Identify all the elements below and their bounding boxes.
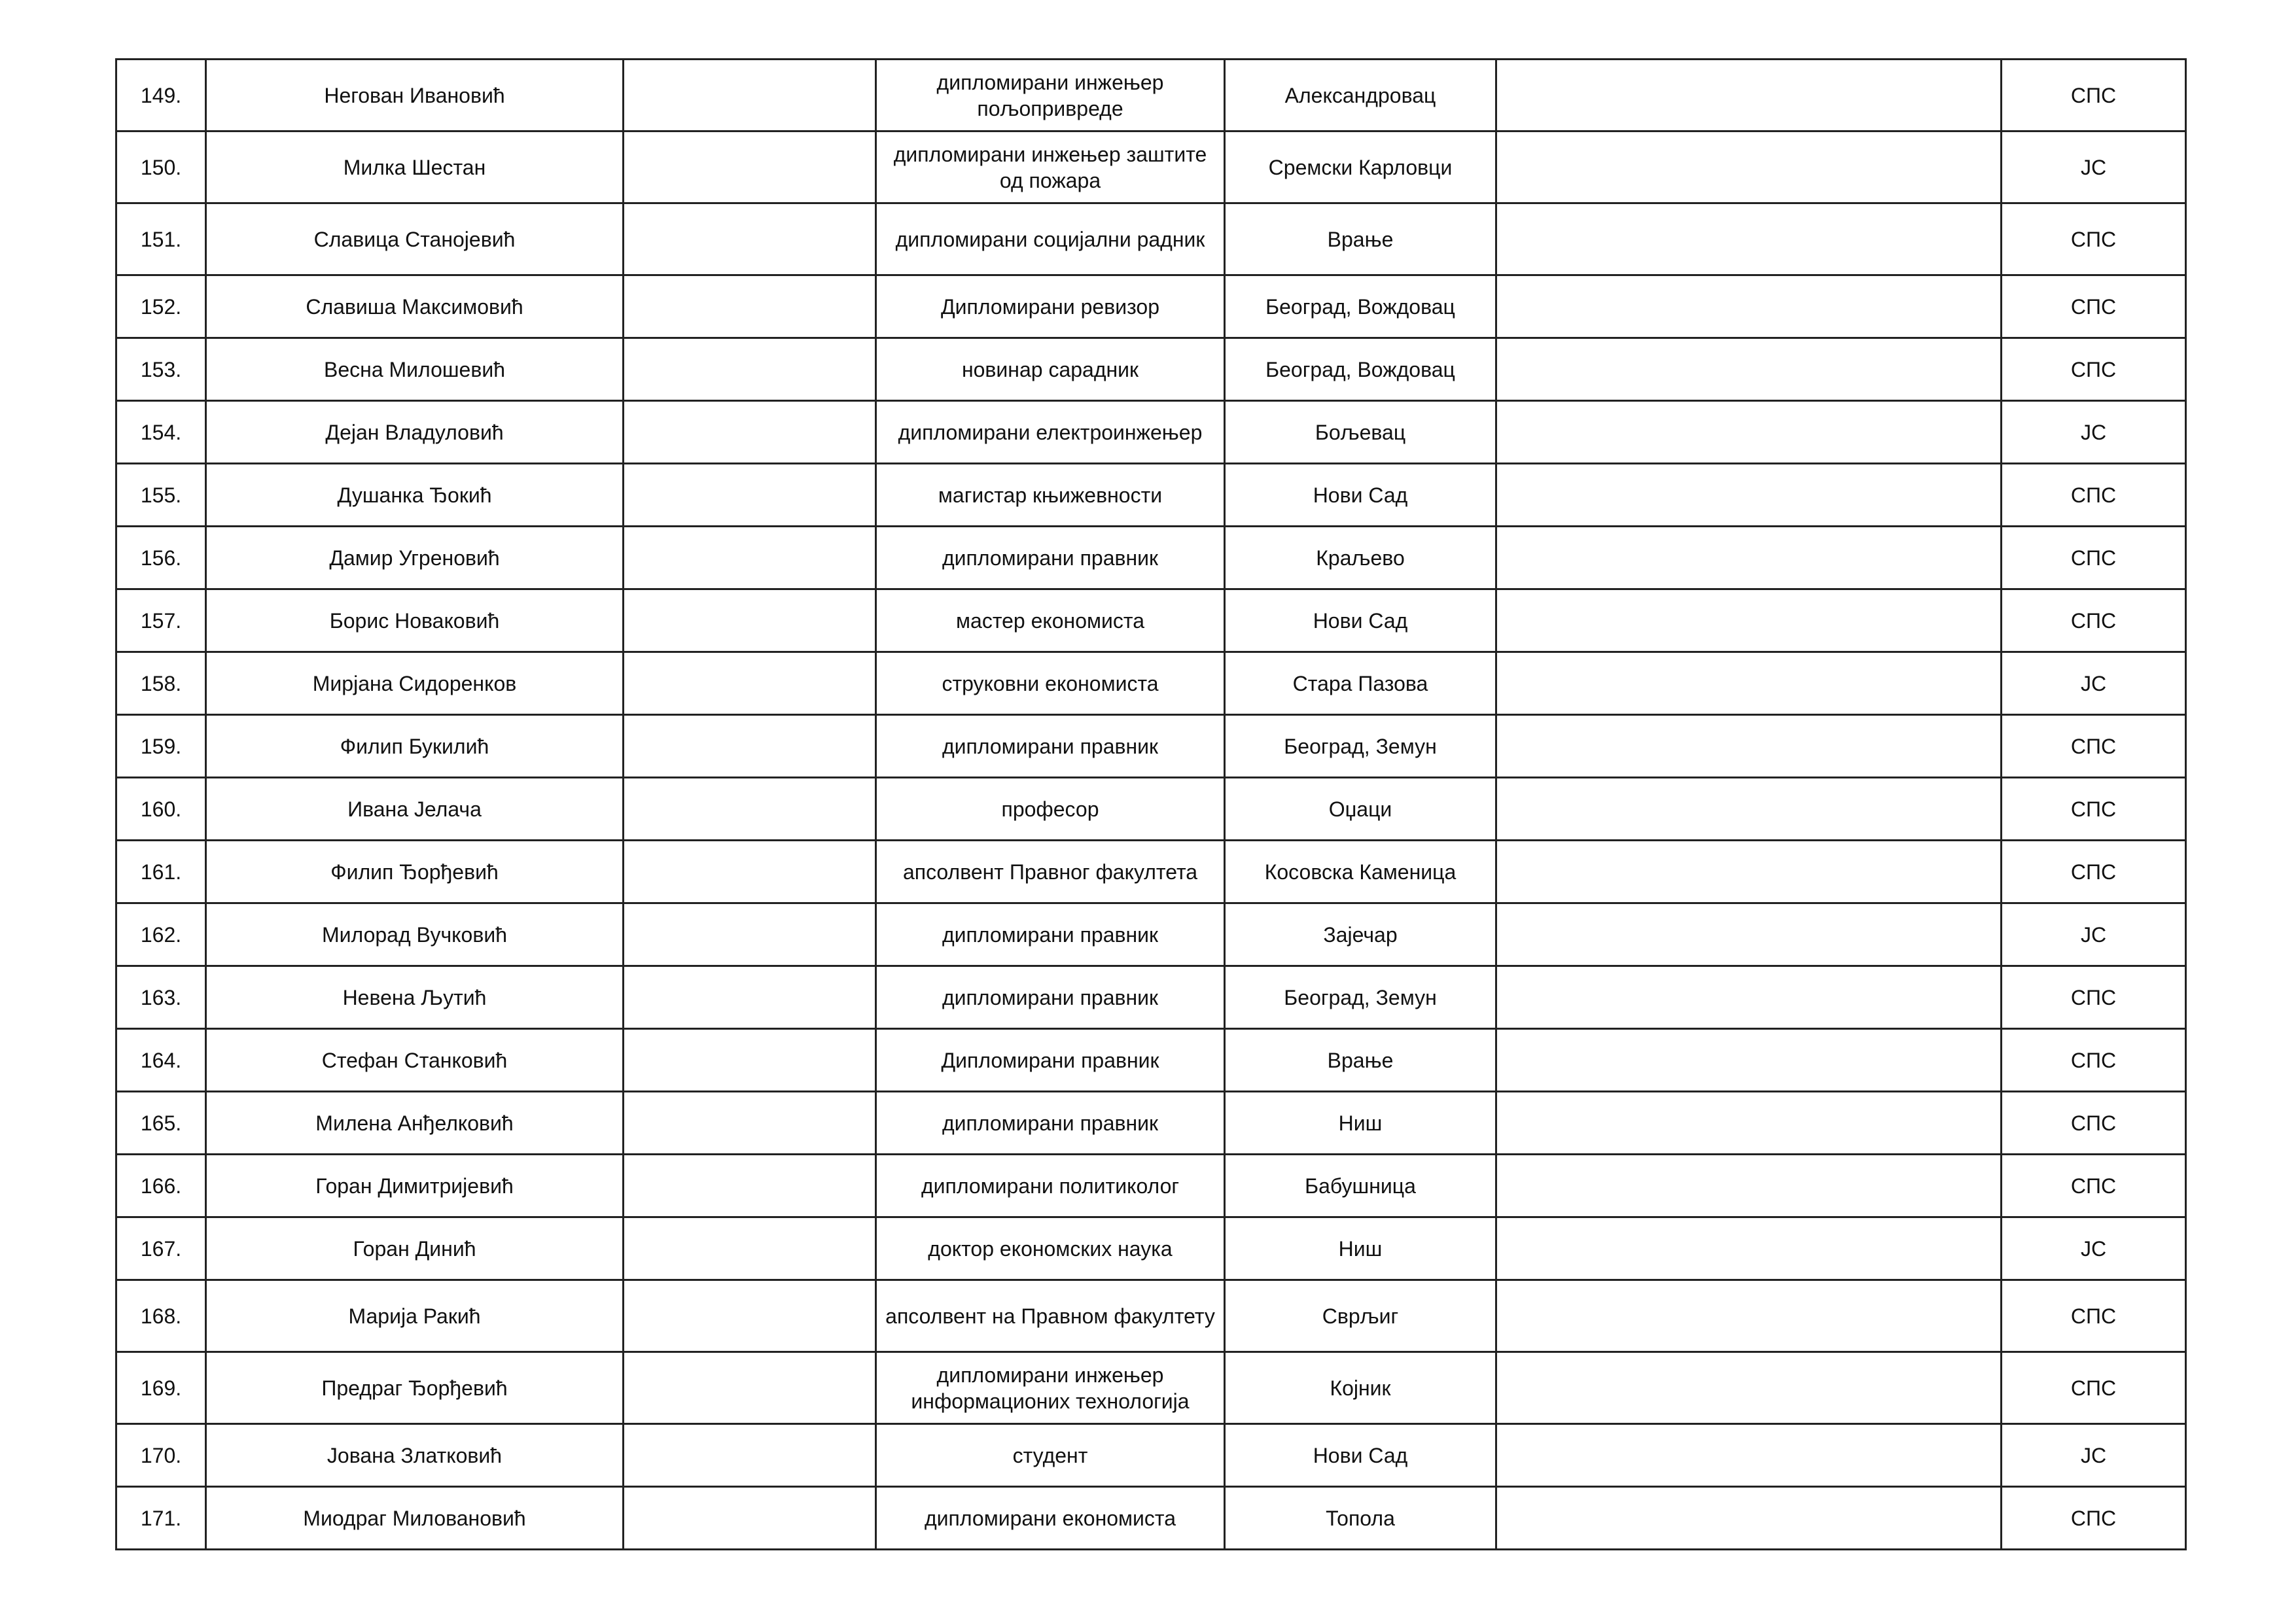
empty-cell	[1496, 203, 2002, 275]
empty-cell	[624, 1217, 876, 1280]
residence-place: Сремски Карловци	[1225, 131, 1496, 203]
table-row	[116, 1092, 2186, 1155]
residence-place: Београд, Вождовац	[1225, 275, 1496, 338]
empty-cell	[1496, 1155, 2002, 1217]
row-number: 156.	[116, 527, 206, 589]
empty-cell	[1496, 1487, 2002, 1550]
residence-place: Нови Сад	[1225, 1424, 1496, 1487]
empty-cell	[624, 1155, 876, 1217]
row-number: 157.	[116, 589, 206, 652]
empty-cell	[1496, 1217, 2002, 1280]
empty-cell	[624, 275, 876, 338]
occupation: дипломирани правник	[876, 966, 1225, 1029]
party-abbreviation: СПС	[2002, 715, 2186, 778]
party-abbreviation: ЈС	[2002, 131, 2186, 203]
residence-place: Краљево	[1225, 527, 1496, 589]
candidate-name: Горан Динић	[206, 1217, 624, 1280]
residence-place: Београд, Земун	[1225, 966, 1496, 1029]
table-row	[116, 652, 2186, 715]
table-row	[116, 903, 2186, 966]
empty-cell	[624, 903, 876, 966]
row-number: 160.	[116, 778, 206, 841]
candidate-name: Горан Димитријевић	[206, 1155, 624, 1217]
table-row	[116, 841, 2186, 903]
party-abbreviation: СПС	[2002, 589, 2186, 652]
candidate-name: Марија Ракић	[206, 1280, 624, 1352]
residence-place: Врање	[1225, 1029, 1496, 1092]
empty-cell	[624, 1280, 876, 1352]
table-row	[116, 464, 2186, 527]
table-row	[116, 203, 2186, 275]
empty-cell	[624, 652, 876, 715]
candidate-name: Славиша Максимовић	[206, 275, 624, 338]
residence-place: Нови Сад	[1225, 464, 1496, 527]
table-row	[116, 275, 2186, 338]
table-row	[116, 1029, 2186, 1092]
row-number: 163.	[116, 966, 206, 1029]
row-number: 166.	[116, 1155, 206, 1217]
row-number: 150.	[116, 131, 206, 203]
empty-cell	[1496, 401, 2002, 464]
row-number: 152.	[116, 275, 206, 338]
row-number: 171.	[116, 1487, 206, 1550]
table-row	[116, 1424, 2186, 1487]
party-abbreviation: СПС	[2002, 60, 2186, 131]
empty-cell	[1496, 1280, 2002, 1352]
residence-place: Топола	[1225, 1487, 1496, 1550]
occupation: магистар књижевности	[876, 464, 1225, 527]
occupation: професор	[876, 778, 1225, 841]
party-abbreviation: СПС	[2002, 275, 2186, 338]
party-abbreviation: СПС	[2002, 778, 2186, 841]
party-abbreviation: СПС	[2002, 464, 2186, 527]
empty-cell	[624, 778, 876, 841]
occupation: дипломирани правник	[876, 1092, 1225, 1155]
empty-cell	[624, 60, 876, 131]
empty-cell	[624, 338, 876, 401]
table-row	[116, 966, 2186, 1029]
empty-cell	[624, 966, 876, 1029]
party-abbreviation: СПС	[2002, 527, 2186, 589]
row-number: 164.	[116, 1029, 206, 1092]
occupation: дипломирани електроинжењер	[876, 401, 1225, 464]
table-row	[116, 1487, 2186, 1550]
candidate-name: Душанка Ђокић	[206, 464, 624, 527]
residence-place: Зајечар	[1225, 903, 1496, 966]
row-number: 154.	[116, 401, 206, 464]
table-row	[116, 527, 2186, 589]
row-number: 170.	[116, 1424, 206, 1487]
occupation: мастер економиста	[876, 589, 1225, 652]
candidate-list-table	[115, 58, 2187, 1550]
table-row	[116, 1217, 2186, 1280]
empty-cell	[624, 527, 876, 589]
candidate-name: Борис Новаковић	[206, 589, 624, 652]
party-abbreviation: СПС	[2002, 1092, 2186, 1155]
party-abbreviation: СПС	[2002, 1029, 2186, 1092]
empty-cell	[624, 464, 876, 527]
party-abbreviation: СПС	[2002, 966, 2186, 1029]
residence-place: Врање	[1225, 203, 1496, 275]
candidate-name: Мирјана Сидоренков	[206, 652, 624, 715]
empty-cell	[1496, 903, 2002, 966]
row-number: 159.	[116, 715, 206, 778]
residence-place: Ниш	[1225, 1217, 1496, 1280]
candidate-name: Јована Златковић	[206, 1424, 624, 1487]
candidate-name: Филип Букилић	[206, 715, 624, 778]
party-abbreviation: СПС	[2002, 1352, 2186, 1424]
empty-cell	[1496, 715, 2002, 778]
table-row	[116, 778, 2186, 841]
candidate-name: Весна Милошевић	[206, 338, 624, 401]
candidate-name: Милена Анђелковић	[206, 1092, 624, 1155]
occupation: дипломирани политиколог	[876, 1155, 1225, 1217]
table-body	[116, 60, 2186, 1550]
empty-cell	[1496, 1424, 2002, 1487]
occupation: струковни економиста	[876, 652, 1225, 715]
occupation: дипломирани социјални радник	[876, 203, 1225, 275]
empty-cell	[624, 1029, 876, 1092]
occupation: Дипломирани ревизор	[876, 275, 1225, 338]
residence-place: Београд, Вождовац	[1225, 338, 1496, 401]
occupation: апсолвент Правног факултета	[876, 841, 1225, 903]
candidate-name: Филип Ђорђевић	[206, 841, 624, 903]
empty-cell	[624, 1092, 876, 1155]
table-row	[116, 1352, 2186, 1424]
empty-cell	[624, 1487, 876, 1550]
table-row	[116, 338, 2186, 401]
row-number: 153.	[116, 338, 206, 401]
empty-cell	[1496, 1092, 2002, 1155]
party-abbreviation: ЈС	[2002, 903, 2186, 966]
occupation: дипломирани правник	[876, 903, 1225, 966]
party-abbreviation: СПС	[2002, 203, 2186, 275]
candidate-name: Невена Љутић	[206, 966, 624, 1029]
occupation: дипломирани правник	[876, 527, 1225, 589]
candidate-name: Милорад Вучковић	[206, 903, 624, 966]
empty-cell	[624, 1424, 876, 1487]
row-number: 161.	[116, 841, 206, 903]
candidate-name: Славица Станојевић	[206, 203, 624, 275]
candidate-name: Негован Ивановић	[206, 60, 624, 131]
empty-cell	[1496, 778, 2002, 841]
occupation: дипломирани инжењер заштите од пожара	[876, 131, 1225, 203]
empty-cell	[1496, 589, 2002, 652]
empty-cell	[624, 401, 876, 464]
row-number: 165.	[116, 1092, 206, 1155]
empty-cell	[1496, 464, 2002, 527]
residence-place: Ниш	[1225, 1092, 1496, 1155]
row-number: 167.	[116, 1217, 206, 1280]
party-abbreviation: ЈС	[2002, 1424, 2186, 1487]
empty-cell	[1496, 841, 2002, 903]
empty-cell	[1496, 131, 2002, 203]
occupation: студент	[876, 1424, 1225, 1487]
occupation: дипломирани економиста	[876, 1487, 1225, 1550]
empty-cell	[1496, 1352, 2002, 1424]
row-number: 158.	[116, 652, 206, 715]
candidate-name: Стефан Станковић	[206, 1029, 624, 1092]
residence-place: Којник	[1225, 1352, 1496, 1424]
empty-cell	[1496, 966, 2002, 1029]
party-abbreviation: СПС	[2002, 1155, 2186, 1217]
empty-cell	[1496, 275, 2002, 338]
candidate-name: Миодраг Миловановић	[206, 1487, 624, 1550]
empty-cell	[1496, 1029, 2002, 1092]
occupation: доктор економских наука	[876, 1217, 1225, 1280]
row-number: 151.	[116, 203, 206, 275]
row-number: 149.	[116, 60, 206, 131]
residence-place: Косовска Каменица	[1225, 841, 1496, 903]
party-abbreviation: СПС	[2002, 1487, 2186, 1550]
row-number: 168.	[116, 1280, 206, 1352]
empty-cell	[624, 1352, 876, 1424]
empty-cell	[1496, 338, 2002, 401]
empty-cell	[1496, 60, 2002, 131]
empty-cell	[624, 131, 876, 203]
residence-place: Александровац	[1225, 60, 1496, 131]
occupation: Дипломирани правник	[876, 1029, 1225, 1092]
empty-cell	[624, 841, 876, 903]
occupation: дипломирани инжењер пољопривреде	[876, 60, 1225, 131]
table-row	[116, 60, 2186, 131]
table-row	[116, 131, 2186, 203]
occupation: новинар сарадник	[876, 338, 1225, 401]
candidate-name: Предраг Ђорђевић	[206, 1352, 624, 1424]
occupation: дипломирани правник	[876, 715, 1225, 778]
residence-place: Оџаци	[1225, 778, 1496, 841]
occupation: апсолвент на Правном факултету	[876, 1280, 1225, 1352]
residence-place: Сврљиг	[1225, 1280, 1496, 1352]
party-abbreviation: ЈС	[2002, 1217, 2186, 1280]
empty-cell	[624, 715, 876, 778]
party-abbreviation: ЈС	[2002, 652, 2186, 715]
residence-place: Бабушница	[1225, 1155, 1496, 1217]
row-number: 155.	[116, 464, 206, 527]
row-number: 162.	[116, 903, 206, 966]
row-number: 169.	[116, 1352, 206, 1424]
occupation: дипломирани инжењер информационих технологија	[876, 1352, 1225, 1424]
residence-place: Београд, Земун	[1225, 715, 1496, 778]
empty-cell	[1496, 652, 2002, 715]
residence-place: Стара Пазова	[1225, 652, 1496, 715]
candidate-name: Дејан Владуловић	[206, 401, 624, 464]
table-row	[116, 1155, 2186, 1217]
party-abbreviation: ЈС	[2002, 401, 2186, 464]
party-abbreviation: СПС	[2002, 841, 2186, 903]
table-row	[116, 715, 2186, 778]
candidate-name: Дамир Угреновић	[206, 527, 624, 589]
candidate-name: Ивана Јелача	[206, 778, 624, 841]
table-row	[116, 401, 2186, 464]
empty-cell	[624, 203, 876, 275]
residence-place: Нови Сад	[1225, 589, 1496, 652]
candidate-name: Милка Шестан	[206, 131, 624, 203]
table-row	[116, 589, 2186, 652]
party-abbreviation: СПС	[2002, 1280, 2186, 1352]
empty-cell	[624, 589, 876, 652]
table-row	[116, 1280, 2186, 1352]
party-abbreviation: СПС	[2002, 338, 2186, 401]
empty-cell	[1496, 527, 2002, 589]
residence-place: Бољевац	[1225, 401, 1496, 464]
